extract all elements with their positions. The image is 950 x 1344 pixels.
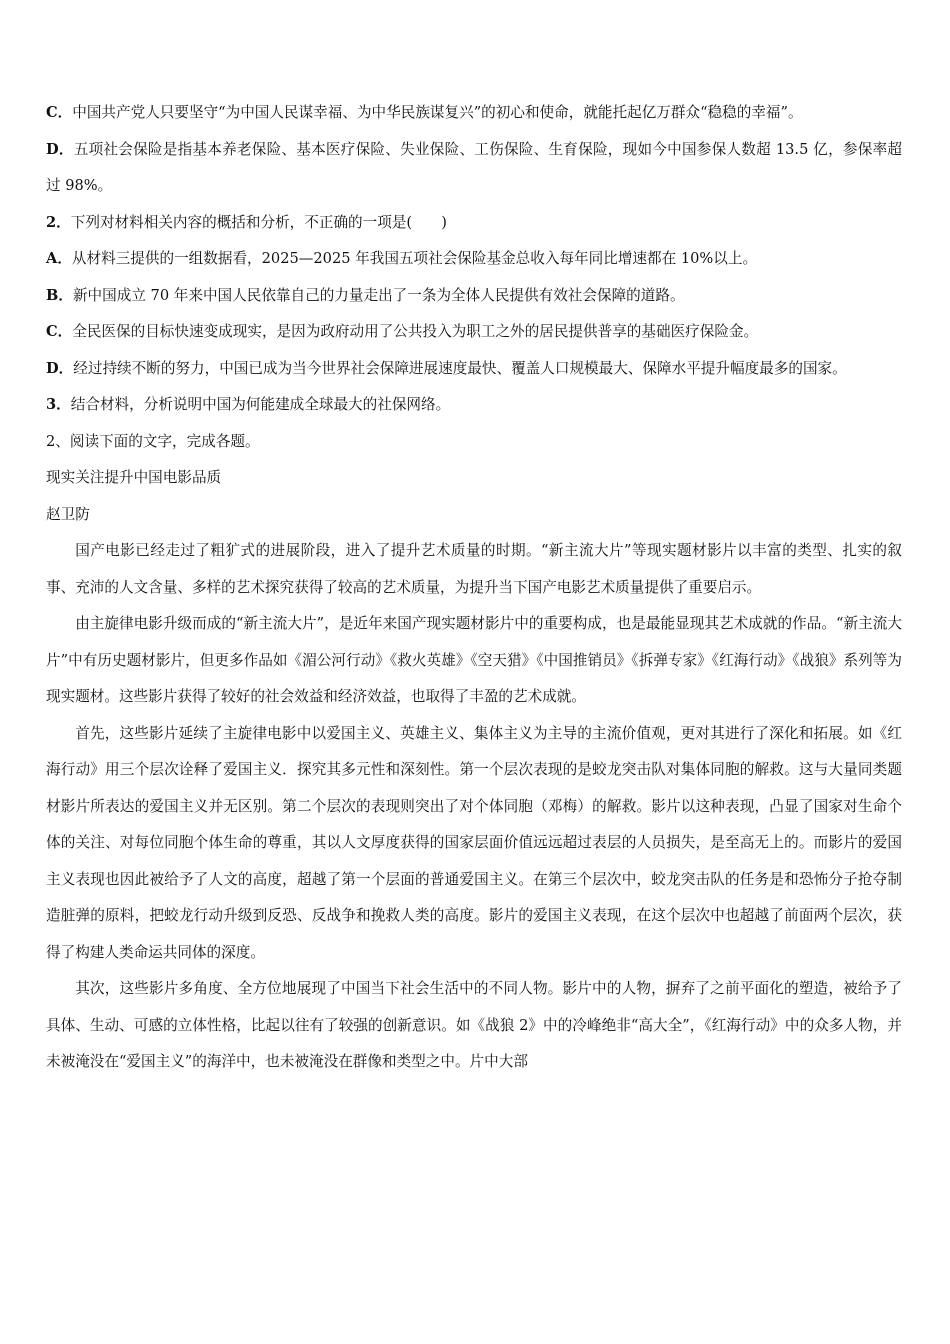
option-c-q2 — [46, 314, 902, 351]
article-author: 赵卫防 — [46, 505, 90, 523]
question-number: 3． — [46, 396, 71, 413]
article-paragraph: 由主旋律电影升级而成的“新主流大片”，是近年来国产现实题材影片中的重要构成，也是最能显现其艺术成就的作品。“新主流大片”中有历史题材影片，但更多作品如《湄公河行动》《救火英雄》《空天猎》《中国推销员》《拆弹专家》《红海行动》《战狼》系列等为现实题材。这些影片获得了较好的社会效益和经济效益，也取得了丰盈的艺术成就。 — [46, 615, 902, 705]
option-b-q2 — [46, 278, 902, 315]
exam-page — [46, 95, 902, 1081]
option-c-q1 — [46, 95, 902, 132]
option-letter: D． — [46, 359, 74, 377]
option-d-q2 — [46, 351, 902, 388]
question-2-stem — [46, 205, 902, 242]
option-d-q1 — [46, 132, 902, 205]
option-text: 中国共产党人只要坚守“为中国人民谋幸福、为中华民族谋复兴”的初心和使命，就能托起亿万群众“稳稳的幸福”。 — [72, 104, 803, 121]
section-2-intro: 2、阅读下面的文字，完成各题。 — [46, 432, 260, 450]
option-text: 新中国成立 70 年来中国人民依靠自己的力量走出了一条为全体人民提供有效社会保障的道路。 — [72, 286, 685, 304]
question-number: 2． — [46, 213, 71, 231]
article-paragraph: 国产电影已经走过了粗犷式的进展阶段，进入了提升艺术质量的时期。“新主流大片”等现实题材影片以丰富的类型、扎实的叙事、充沛的人文含量、多样的艺术探究获得了较高的艺术质量，为提升当下国产电影艺术质量提供了重要启示。 — [46, 542, 902, 596]
option-text: 全民医保的目标快速变成现实，是因为政府动用了公共投入为职工之外的居民提供普享的基础医疗保险金。 — [72, 323, 759, 340]
option-text: 经过持续不断的努力，中国已成为当今世界社会保障进展速度最快、覆盖人口规模最大、保障水平提升幅度最多的国家。 — [73, 359, 847, 377]
option-letter: C． — [46, 323, 73, 340]
option-a-q2 — [46, 241, 902, 278]
question-3 — [46, 387, 902, 424]
option-letter: A． — [46, 250, 72, 267]
article-paragraph: 其次，这些影片多角度、全方位地展现了中国当下社会生活中的不同人物。影片中的人物，摒弃了之前平面化的塑造，被给予了具体、生动、可感的立体性格，比起以往有了较强的创新意识。如《战狼 2》中的冷峰绝非“高大全”，《红海行动》中的众多人物，并未被淹没在“爱国主义”的海洋中，也未被淹没在群像和类型之中。片中大部 — [46, 980, 902, 1070]
question-text: 下列对材料相关内容的概括和分析，不正确的一项是( ) — [70, 213, 447, 231]
option-text: 从材料三提供的一组数据看，2025—2025 年我国五项社会保险基金总收入每年同比增速都在 10%以上。 — [71, 250, 758, 267]
article-paragraph: 首先，这些影片延续了主旋律电影中以爱国主义、英雄主义、集体主义为主导的主流价值观，更对其进行了深化和拓展。如《红海行动》用三个层次诠释了爱国主义．探究其多元性和深刻性。第一个层次表现的是蛟龙突击队对集体同胞的解救。这与大量同类题材影片所表达的爱国主义并无区别。第二个层次的表现则突出了对个体同胞（邓梅）的解救。影片以这种表现，凸显了国家对生命个体的关注、对每位同胞个体生命的尊重，其以人文厚度获得的国家层面价值远远超过表层的人员损失，是至高无上的。而影片的爱国主义表现也因此被给予了人文的高度，超越了第一个层面的普通爱国主义。在第三个层次中，蛟龙突击队的任务是和恐怖分子抢夺制造脏弹的原料，把蛟龙行动升级到反恐、反战争和挽救人类的高度。影片的爱国主义表现，在这个层次中也超越了前面两个层次，获得了构建人类命运共同体的深度。 — [46, 724, 902, 961]
option-letter: B． — [46, 286, 73, 304]
option-letter: D． — [46, 140, 74, 158]
option-text: 五项社会保险是指基本养老保险、基本医疗保险、失业保险、工伤保险、生育保险，现如今中国参保人数超 13.5 亿，参保率超过 98%。 — [46, 140, 902, 194]
article-title: 现实关注提升中国电影品质 — [46, 469, 222, 486]
question-text: 结合材料，分析说明中国为何能建成全球最大的社保网络。 — [70, 396, 451, 413]
option-letter: C． — [46, 104, 73, 121]
